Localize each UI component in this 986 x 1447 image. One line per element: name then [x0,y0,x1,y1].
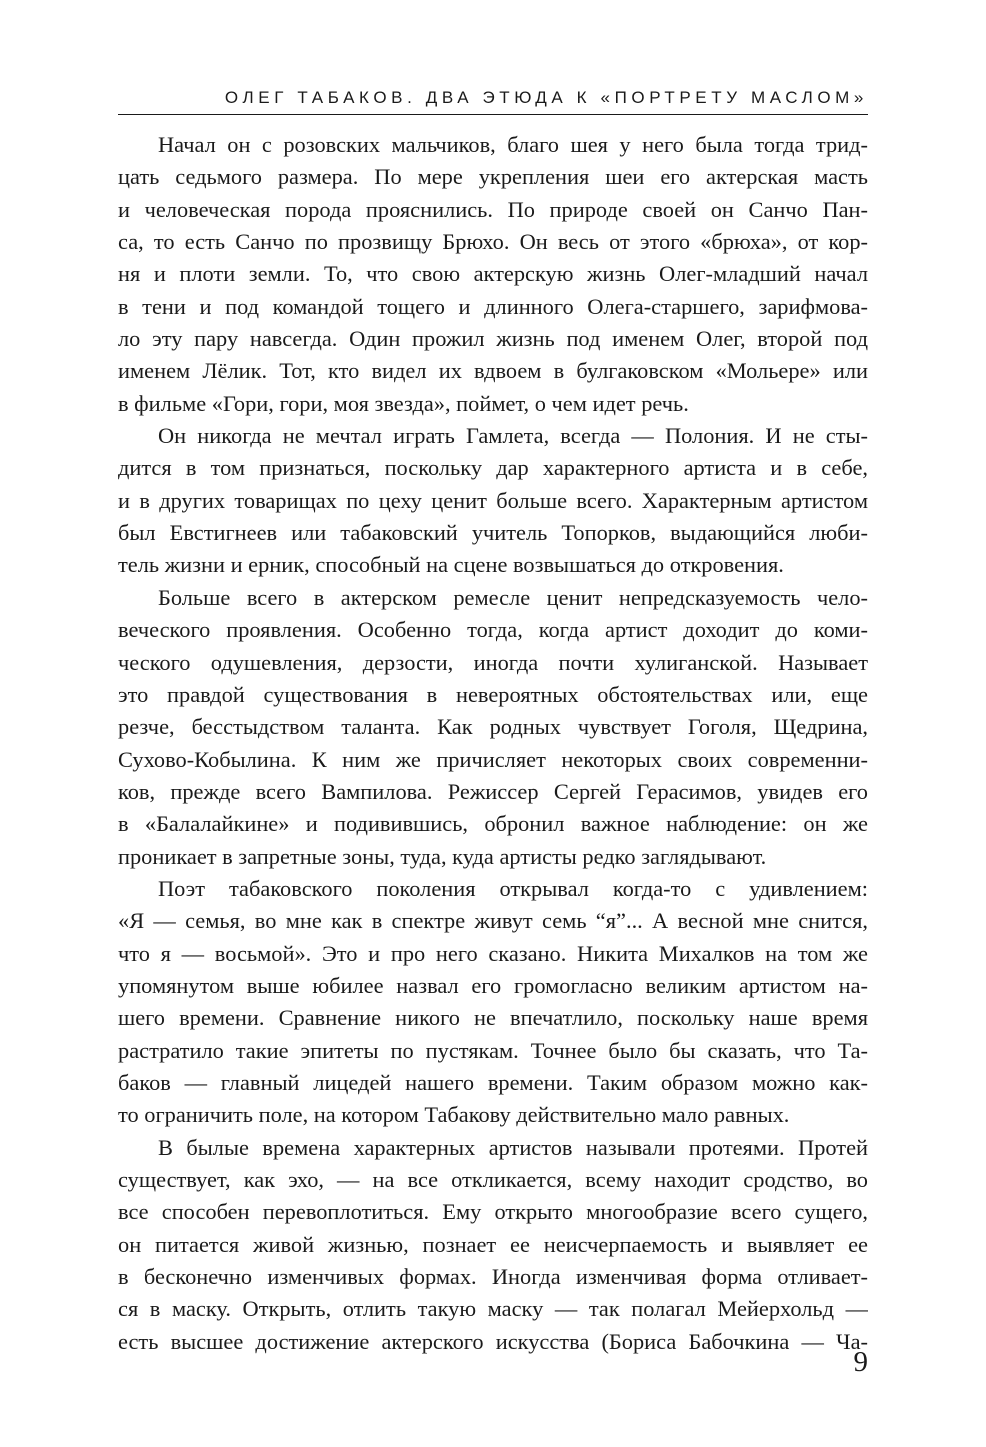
text-line: существует, как эхо, — на все откликается, всему находит сродство, во [118,1167,868,1192]
text-line: резче, бесстыдством таланта. Как родных чувствует Гоголя, Щедрина, [118,714,868,740]
text-line: в бесконечно изменчивых формах. Иногда изменчивая форма отливает- [118,1264,868,1290]
text-line: Больше всего в актерском ремесле ценит непредсказуемость чело- [158,584,868,610]
text-line: ня и плоти земли. То, что свою актерскую жизнь Олег-младший начал [118,261,868,287]
running-head: ОЛЕГ ТАБАКОВ. ДВА ЭТЮДА К «ПОРТРЕТУ МАСЛОМ» [224,88,868,107]
text-line: ся в маску. Открыть, отлить такую маску — так полагал Мейерхольд — [118,1296,868,1322]
text-line: цать седьмого размера. По мере укрепления шеи его актерская масть [118,164,868,190]
text-line: ческого одушевления, дерзости, иногда почти хулиганской. Называет [118,649,868,675]
text-line: и в других товарищах по цеху ценит больше всего. Характерным артистом [118,487,868,513]
text-line: В былые времена характерных артистов называли протеями. Протей [158,1134,868,1160]
text-line: баков — главный лицедей нашего времени. Таким образом можно как- [118,1069,868,1095]
text-line: шего времени. Сравнение никого не впечатлило, поскольку наше время [118,1005,868,1031]
header-rule [118,114,868,115]
body-text [118,129,868,1358]
text-line: все способен перевоплотиться. Ему открыто многообразие всего сущего, [118,1199,868,1225]
text-line: тель жизни и ерник, способный на сцене возвышаться до откровения. [118,552,784,578]
text-line: в тени и под командой тощего и длинного Олега-старшего, зарифмова- [118,293,868,319]
text-line: именем Лёлик. Тот, кто видел их вдвоем в булгаковском «Мольере» или [118,358,868,384]
text-line: он питается живой жизнью, познает ее неисчерпаемость и выявляет ее [118,1231,868,1257]
text-line: есть высшее достижение актерского искусства (Бориса Бабочкина — Ча- [118,1328,868,1354]
text-line: в фильме «Гори, гори, моя звезда», поймет, о чем идет речь. [118,390,689,416]
text-line: упомянутом выше юбилее назвал его громогласно великим артистом на- [118,972,868,998]
text-line: са, то есть Санчо по прозвищу Брюхо. Он весь от этого «брюха», от кор- [118,229,868,255]
text-line: проникает в запретные зоны, туда, куда артисты редко заглядывают. [118,843,767,869]
text-line: «Я — семья, во мне как в спектре живут семь “я”... А весной мне снится, [118,908,868,934]
text-line: растратило такие эпитеты по пустякам. Точнее было бы сказать, что Та- [118,1037,868,1063]
text-line: Поэт табаковского поколения открывал когда-то с удивлением: [158,875,868,901]
text-line: Сухово-Кобылина. К ним же причисляет некоторых своих современни- [118,746,868,772]
text-line: ков, прежде всего Вампилова. Режиссер Сергей Герасимов, увидев его [118,778,868,804]
text-line: веческого проявления. Особенно тогда, когда артист доходит до коми- [118,617,868,643]
text-line: и человеческая порода прояснились. По природе своей он Санчо Пан- [118,196,868,222]
text-line: Начал он с розовских мальчиков, благо шея у него была тогда трид- [158,132,868,157]
text-line: дится в том признаться, поскольку дар характерного артиста и в себе, [118,455,868,481]
text-line: это правдой существования в невероятных обстоятельствах или, еще [118,681,868,707]
text-line: был Евстигнеев или табаковский учитель Топорков, выдающийся люби- [118,520,868,546]
text-line: что я — восьмой». Это и про него сказано. Никита Михалков на том же [118,940,868,966]
text-line: ло эту пару навсегда. Один прожил жизнь под именем Олег, второй под [118,326,868,352]
page-number: 9 [853,1346,868,1378]
text-line: то ограничить поле, на котором Табакову действительно мало равных. [118,1102,790,1128]
text-line: в «Балалайкине» и подивившись, обронил важное наблюдение: он же [118,811,868,837]
text-line: Он никогда не мечтал играть Гамлета, всегда — Полония. И не сты- [158,423,868,449]
